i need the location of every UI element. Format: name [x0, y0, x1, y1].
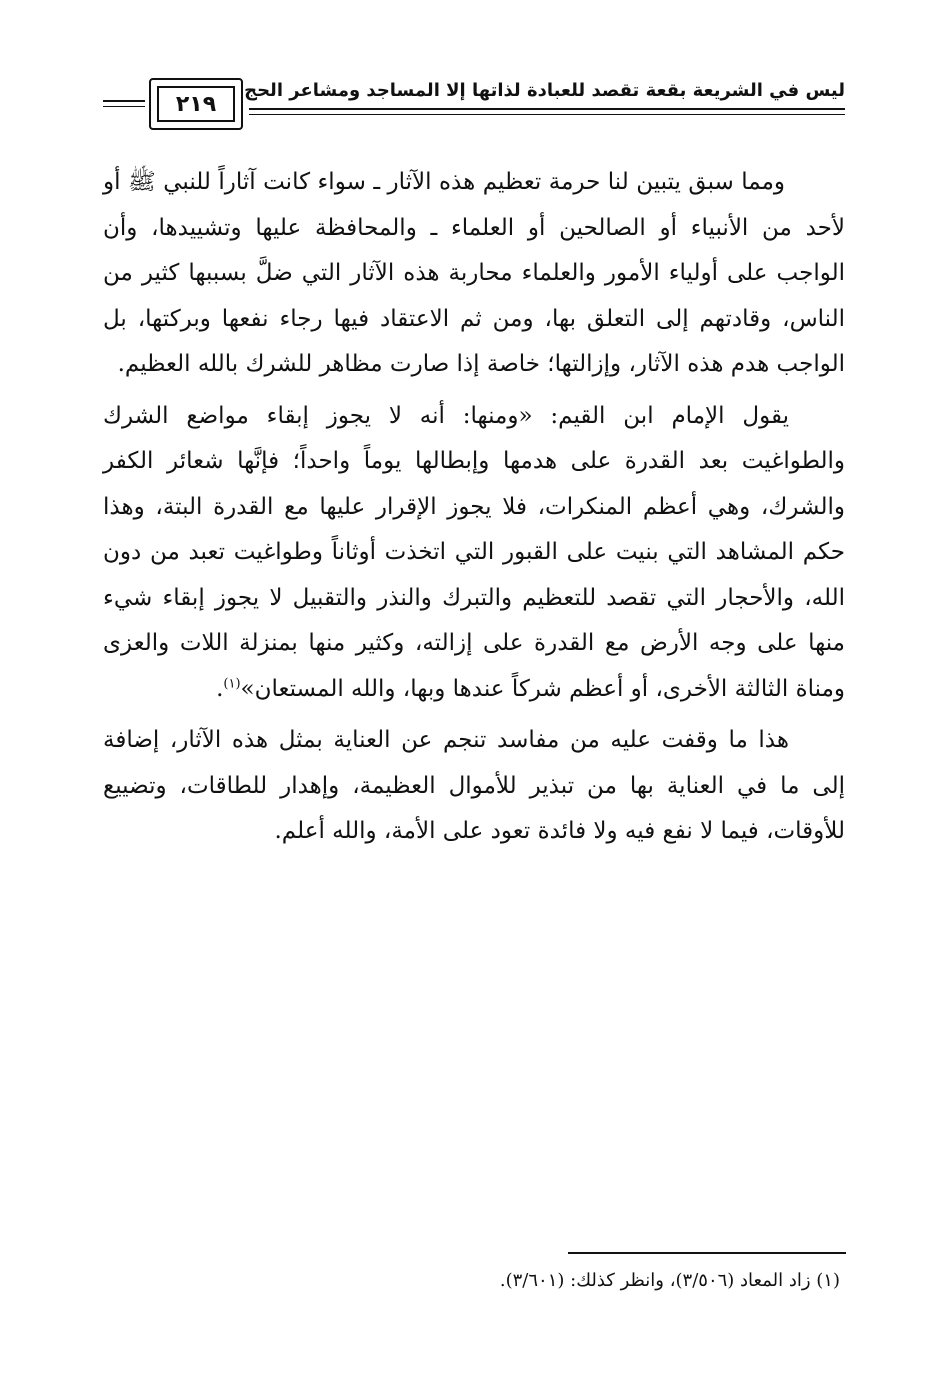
- paragraph-3: هذا ما وقفت عليه من مفاسد تنجم عن العناية بمثل هذه الآثار، إضافة إلى ما في العناية بها من تبذير للأموال العظيمة، وإهدار للطاقات، وتضييع للأوقات، فيما لا نفع فيه ولا فائدة تعود على الأمة، والله أعلم.: [103, 727, 845, 844]
- footnote-separator: [568, 1252, 846, 1254]
- page-number-frame: [149, 78, 243, 130]
- page-number: ٢١٩: [175, 91, 217, 117]
- page-number-inner-frame: [157, 86, 235, 122]
- header-rule-left-bottom: [103, 106, 145, 107]
- page-header: [103, 78, 845, 140]
- main-text: [103, 160, 845, 861]
- footnote: (١) زاد المعاد (٣/٥٠٦)، وانظر كذلك: (٣/٦٠١).: [499, 1270, 840, 1291]
- header-rule-top: [249, 108, 845, 110]
- paragraph-2: [103, 394, 845, 713]
- header-rule-left-top: [103, 100, 145, 102]
- header-rule-bottom: [249, 114, 845, 115]
- footnote-reference: (١): [223, 675, 241, 691]
- running-title: ليس في الشريعة بقعة تقصد للعبادة لذاتها إلا المساجد ومشاعر الحج: [244, 80, 845, 101]
- paragraph-2-text: يقول الإمام ابن القيم: «ومنها: أنه لا يجوز إبقاء مواضع الشرك والطواغيت بعد القدرة على هدمها وإبطالها يوماً واحداً؛ فإنَّها شعائر الكفر والشرك، وهي أعظم المنكرات، فلا يجوز الإقرار عليها مع القدرة البتة، وهذا حكم المشاهد التي بنيت على القبور التي اتخذت أوثاناً وطواغيت تعبد من دون الله، والأحجار التي تقصد للتعظيم والتبرك والنذر والتقبيل لا يجوز إبقاء شيء منها على وجه الأرض مع القدرة على إزالته، وكثير منها بمنزلة اللات والعزى ومناة الثالثة الأخرى، أو أعظم شركاً عندها وبها، والله المستعان»: [103, 402, 845, 702]
- paragraph-1: ومما سبق يتبين لنا حرمة تعظيم هذه الآثار ـ سواء كانت آثاراً للنبي ﷺ أو لأحد من الأنبياء أو الصالحين أو العلماء ـ والمحافظة عليها وتشييدها، وأن الواجب على أولياء الأمور والعلماء محاربة هذه الآثار التي ضلَّ بسببها كثير من الناس، وقادتهم إلى التعلق بها، ومن ثم الاعتقاد فيها رجاء نفعها وبركتها، بل الواجب هدم هذه الآثار، وإزالتها؛ خاصة إذا صارت مظاهر للشرك بالله العظيم.: [103, 169, 845, 377]
- quote-end: .: [216, 675, 224, 702]
